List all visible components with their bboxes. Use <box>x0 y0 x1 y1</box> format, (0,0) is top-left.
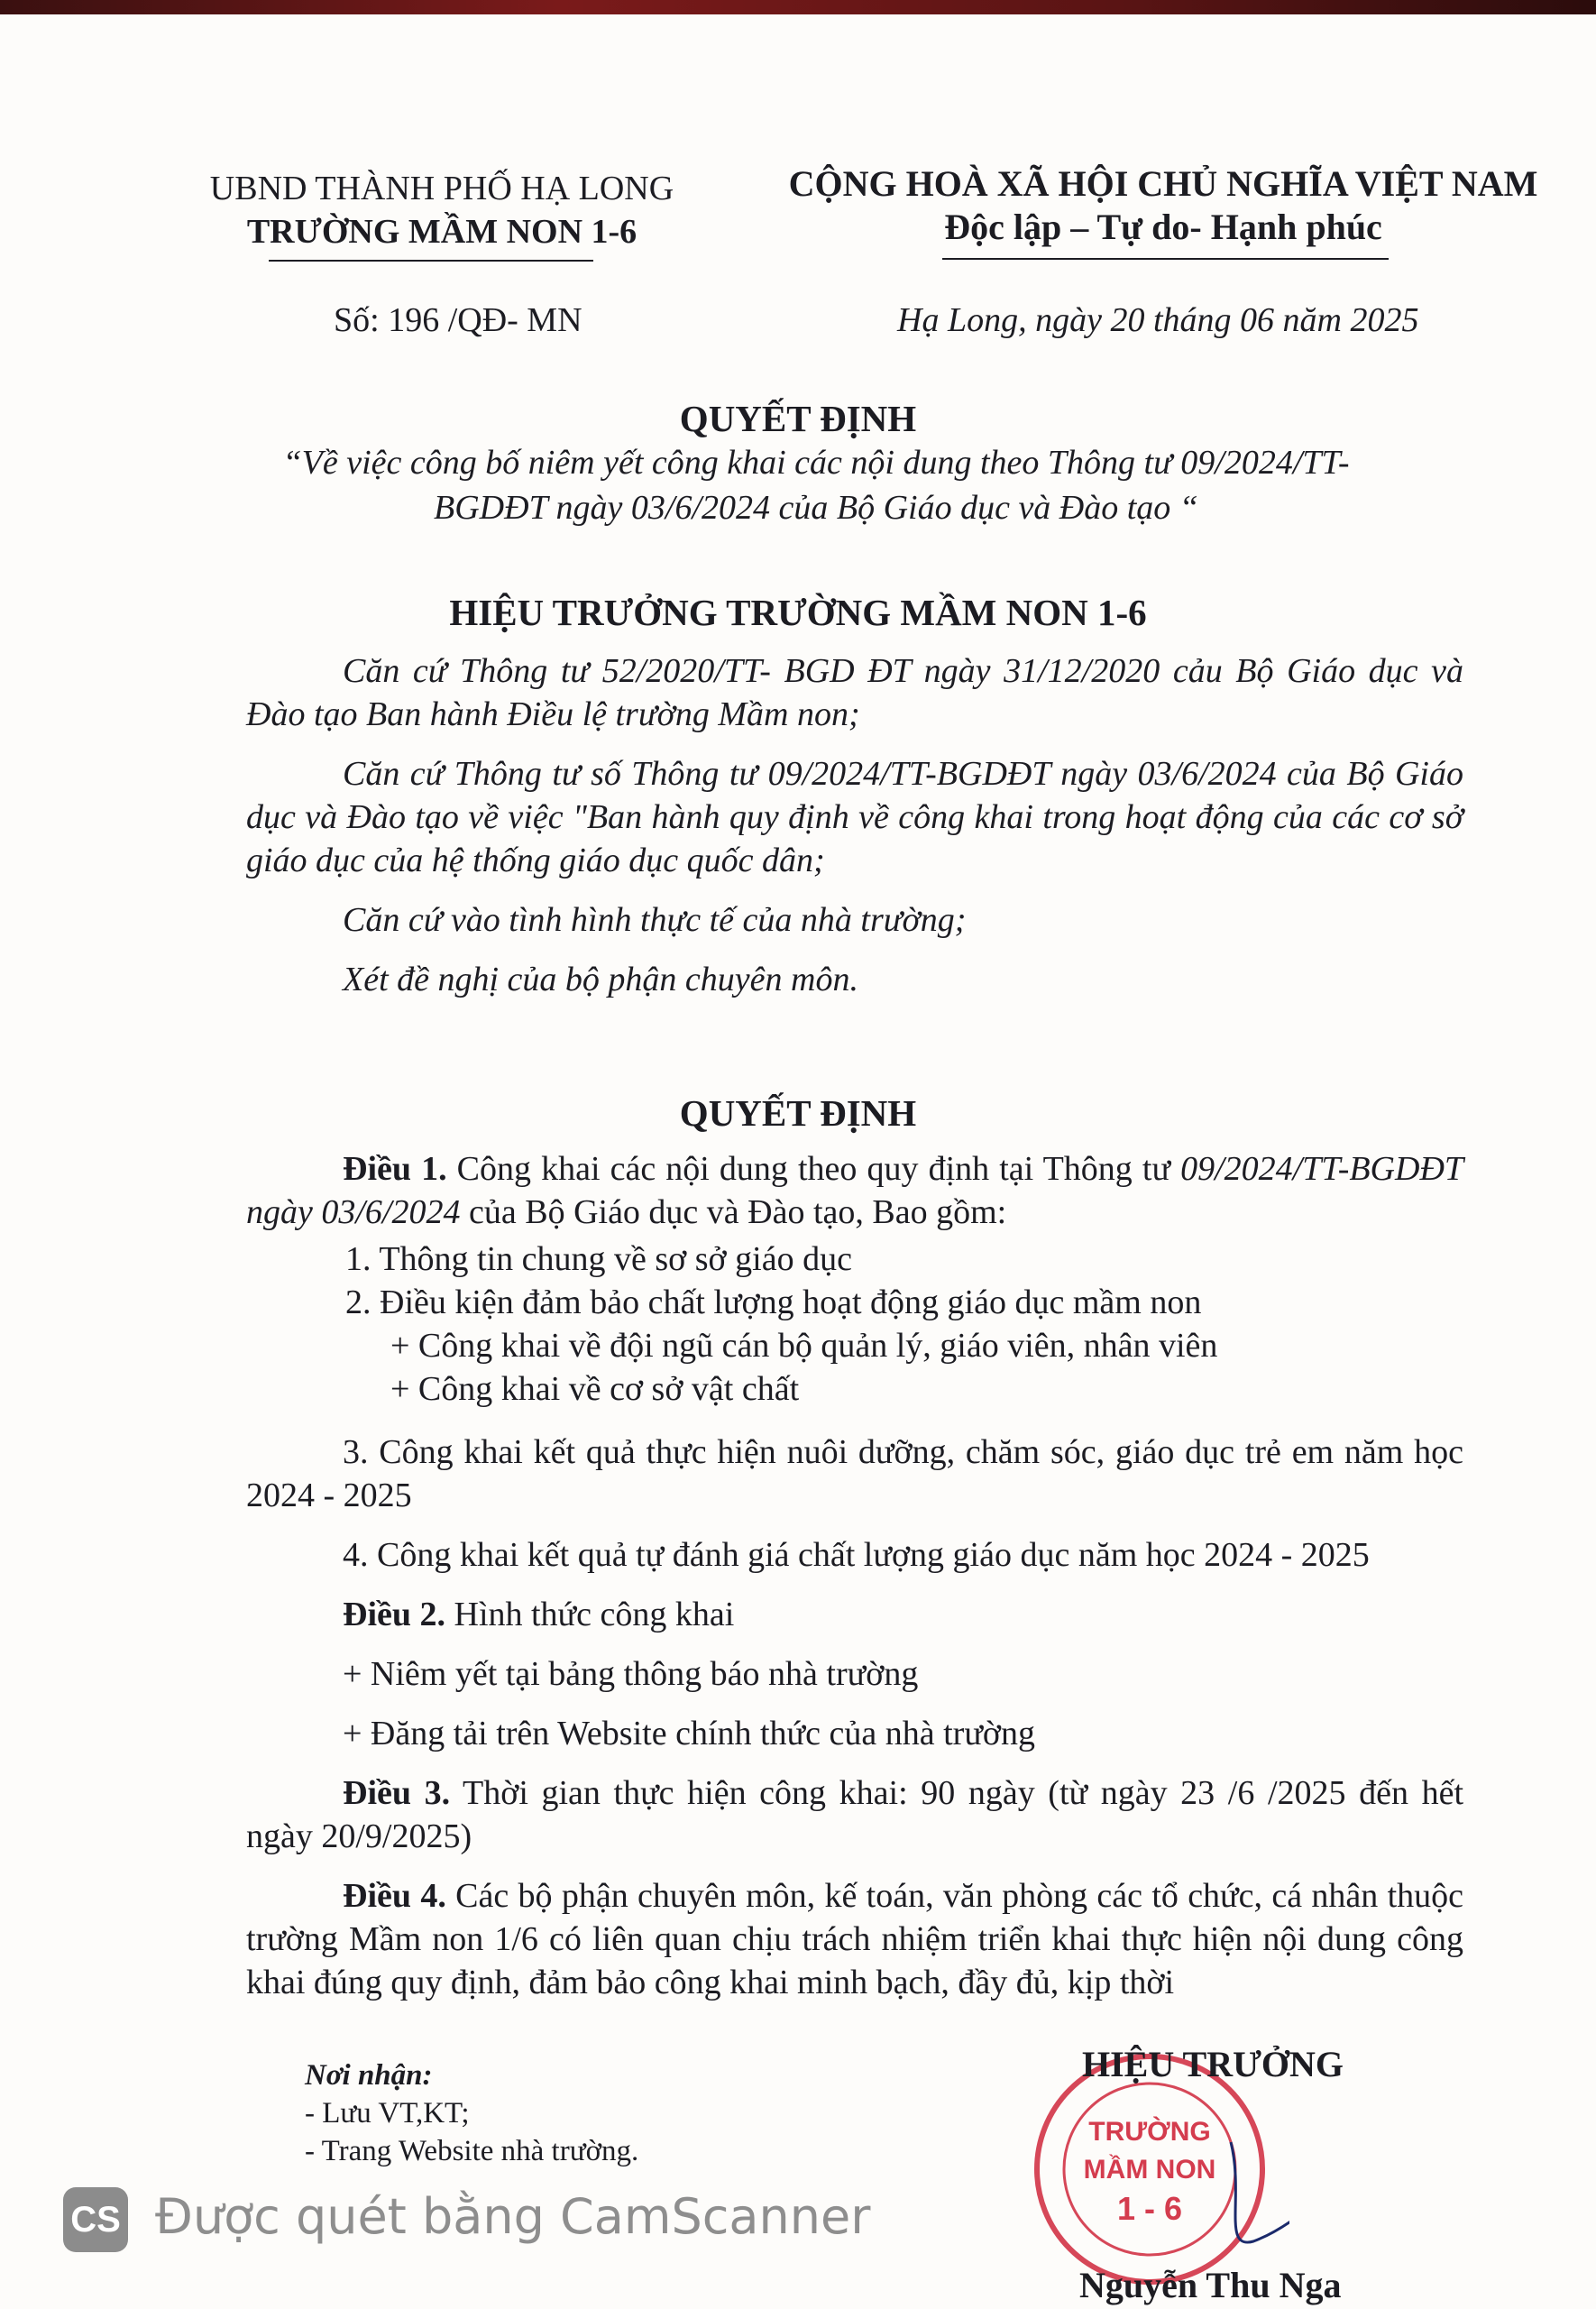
seal-text-line-2: MẦM NON <box>1083 2155 1216 2185</box>
camscanner-watermark: Được quét bằng CamScanner <box>155 2188 871 2245</box>
basis-item: Xét đề nghị của bộ phận chuyên môn. <box>343 961 858 998</box>
article-1-item: 3. Công khai kết quả thực hiện nuôi dưỡng, chăm sóc, giáo dục trẻ em năm học 2024 - 2025 <box>246 1433 1463 1514</box>
issuer-authority: UBND THÀNH PHỐ HẠ LONG <box>209 170 674 207</box>
issuer-school: TRƯỜNG MẦM NON 1-6 <box>246 213 637 251</box>
seal-text-line-3: 1 - 6 <box>1116 2190 1183 2227</box>
issuing-authority: HIỆU TRƯỞNG TRƯỜNG MẦM NON 1-6 <box>449 592 1147 633</box>
article-2-label: Điều 2. <box>343 1596 445 1633</box>
national-motto: Độc lập – Tự do- Hạnh phúc <box>944 207 1382 247</box>
article-4: Điều 4. Các bộ phận chuyên môn, kế toán, văn phòng các tổ chức, cá nhân thuộc trường Mầm non 1/6 có liên quan chịu trách nhiệm triển khai thực hiện nội dung công khai đúng quy định, đảm bảo công khai minh bạch, đầy đủ, kịp thời <box>246 1877 1464 2001</box>
document-subject <box>216 440 1416 530</box>
article-1-item: 4. Công khai kết quả tự đánh giá chất lượng giáo dục năm học 2024 - 2025 <box>343 1536 1370 1574</box>
issuer-underline <box>269 260 593 262</box>
subject-line-2: BGDĐT ngày 03/6/2024 của Bộ Giáo dục và Đào tạo “ <box>434 489 1198 527</box>
article-3-label: Điều 3. <box>343 1774 451 1812</box>
article-1-item: 1. Thông tin chung về sơ sở giáo dục <box>345 1240 852 1278</box>
recipients-block <box>305 2056 638 2170</box>
recipients-label: Nơi nhận: <box>305 2059 433 2092</box>
issuer-block <box>180 167 703 253</box>
article-4-label: Điều 4. <box>343 1877 446 1915</box>
national-motto-block <box>784 162 1542 249</box>
national-name: CỘNG HOÀ XÃ HỘI CHỦ NGHĨA VIỆT NAM <box>788 163 1538 204</box>
article-2-form: + Niêm yết tại bảng thông báo nhà trường <box>343 1655 919 1693</box>
basis-item: Căn cứ vào tình hình thực tế của nhà trường; <box>343 901 967 939</box>
basis-item: Căn cứ Thông tư 52/2020/TT- BGD ĐT ngày 31/12/2020 cảu Bộ Giáo dục và Đào tạo Ban hành Điều lệ trường Mầm non; <box>246 652 1463 733</box>
article-3: Điều 3. Thời gian thực hiện công khai: 90 ngày (từ ngày 23 /6 /2025 đến hết ngày 20/9/2025) <box>246 1774 1463 1855</box>
scan-edge-band <box>0 0 1596 14</box>
legal-bases <box>246 649 1463 1017</box>
motto-underline <box>942 258 1389 260</box>
place-date: Hạ Long, ngày 20 tháng 06 năm 2025 <box>897 301 1419 339</box>
article-1-subitem: + Công khai về đội ngũ cán bộ quản lý, giáo viên, nhân viên <box>390 1327 1218 1365</box>
signer-name: Nguyễn Thu Nga <box>1079 2265 1342 2305</box>
decision-articles <box>246 1147 1463 2020</box>
article-1-subitem: + Công khai về cơ sở vật chất <box>390 1370 800 1408</box>
recipient-item: - Lưu VT,KT; <box>305 2097 470 2130</box>
article-2-form: + Đăng tải trên Website chính thức của nhà trường <box>343 1715 1036 1752</box>
camscanner-logo-icon: CS <box>63 2187 128 2252</box>
signer-title: HIỆU TRƯỞNG <box>1082 2044 1344 2084</box>
article-2: Điều 2. Hình thức công khai <box>343 1596 735 1633</box>
document-number: Số: 196 /QĐ- MN <box>334 301 582 339</box>
document-title: QUYẾT ĐỊNH <box>679 398 917 439</box>
article-1-label: Điều 1. <box>343 1150 447 1188</box>
recipient-item: - Trang Website nhà trường. <box>305 2135 639 2167</box>
article-1: Điều 1. Công khai các nội dung theo quy định tại Thông tư 09/2024/TT-BGDĐT ngày 03/6/2024 của Bộ Giáo dục và Đào tạo, Bao gồm: <box>246 1150 1464 1231</box>
article-1-item: 2. Điều kiện đảm bảo chất lượng hoạt động giáo dục mầm non <box>345 1283 1202 1321</box>
subject-line-1: “Về việc công bố niêm yết công khai các nội dung theo Thông tư 09/2024/TT- <box>282 444 1350 482</box>
seal-text-line-1: TRƯỜNG <box>1088 2117 1211 2147</box>
decision-heading: QUYẾT ĐỊNH <box>679 1092 917 1134</box>
basis-item: Căn cứ Thông tư số Thông tư 09/2024/TT-BGDĐT ngày 03/6/2024 của Bộ Giáo dục và Đào tạo về việc "Ban hành quy định về công khai trong hoạt động của các cơ sở giáo dục của hệ thống giáo dục quốc dân; <box>246 755 1463 879</box>
